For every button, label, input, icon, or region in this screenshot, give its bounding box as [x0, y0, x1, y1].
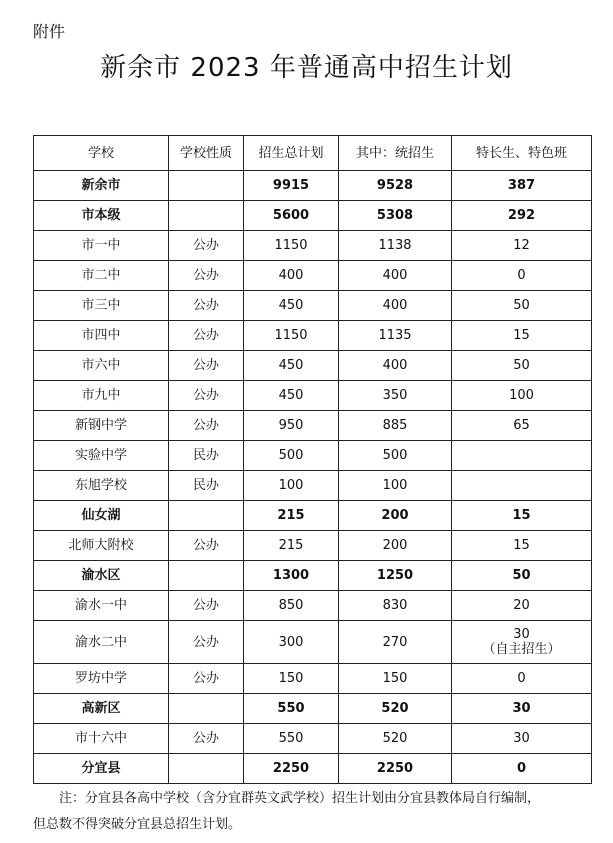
table-row	[34, 754, 592, 784]
unified-enrollment	[339, 171, 452, 201]
school-name-text: 渝水一中	[74, 598, 127, 613]
total-plan	[244, 724, 339, 754]
total-plan-text: 450	[278, 388, 304, 403]
school-name-text: 仙女湖	[81, 508, 121, 523]
school-type	[169, 591, 244, 621]
school-name-text: 新余市	[81, 178, 121, 193]
school-name	[34, 381, 169, 411]
school-type-text: 民办	[192, 478, 219, 493]
school-type-text: 民办	[192, 448, 219, 463]
header-unified: 其中：统招生	[339, 136, 452, 171]
school-type	[169, 694, 244, 724]
total-plan	[244, 471, 339, 501]
school-name-text: 市六中	[81, 358, 121, 373]
school-name-text: 市本级	[81, 208, 121, 223]
total-plan-text: 100	[278, 478, 304, 493]
school-type	[169, 201, 244, 231]
school-name-text: 渝水二中	[74, 634, 127, 650]
school-type-text: 公办	[192, 358, 219, 373]
special-enrollment	[452, 231, 592, 261]
school-name	[34, 351, 169, 381]
special-enrollment	[452, 561, 592, 591]
special-enrollment-text: 387	[507, 178, 536, 193]
unified-enrollment-text: 270	[382, 634, 408, 650]
table-row	[34, 724, 592, 754]
special-enrollment	[452, 411, 592, 441]
unified-enrollment	[339, 694, 452, 724]
school-name	[34, 754, 169, 784]
school-type	[169, 531, 244, 561]
school-name	[34, 171, 169, 201]
unified-enrollment	[339, 201, 452, 231]
footnote-line-2: 但总数不得突破分宜县总招生计划。	[33, 817, 242, 832]
total-plan	[244, 441, 339, 471]
table-row	[34, 441, 592, 471]
unified-enrollment	[339, 231, 452, 261]
total-plan-text: 215	[278, 538, 304, 553]
school-name-text: 北师大附校	[68, 538, 134, 553]
school-type	[169, 501, 244, 531]
footnote-line-1: 注：分宜县各高中学校（含分宜群英文武学校）招生计划由分宜县教体局自行编制，	[59, 791, 541, 806]
school-name-text: 市九中	[81, 388, 121, 403]
unified-enrollment-text: 1135	[378, 328, 412, 343]
total-plan	[244, 351, 339, 381]
special-enrollment	[452, 471, 592, 501]
total-plan-text: 1150	[274, 328, 308, 343]
total-plan-text: 850	[278, 598, 304, 613]
special-enrollment	[452, 621, 592, 664]
special-enrollment	[452, 501, 592, 531]
unified-enrollment	[339, 291, 452, 321]
table-row	[34, 291, 592, 321]
school-type	[169, 171, 244, 201]
school-name	[34, 291, 169, 321]
unified-enrollment	[339, 351, 452, 381]
total-plan-text: 2250	[272, 761, 310, 776]
unified-enrollment-text: 400	[382, 358, 408, 373]
special-enrollment-text: 100	[509, 388, 534, 403]
total-plan-text: 550	[278, 731, 304, 746]
school-name	[34, 411, 169, 441]
unified-enrollment-text: 9528	[376, 178, 414, 193]
school-type-text: 公办	[192, 538, 219, 553]
table-row	[34, 171, 592, 201]
special-enrollment	[452, 724, 592, 754]
total-plan	[244, 561, 339, 591]
special-enrollment	[452, 291, 592, 321]
unified-enrollment-text: 520	[381, 701, 409, 716]
special-enrollment-text: 12	[513, 238, 530, 253]
school-name	[34, 471, 169, 501]
unified-enrollment	[339, 381, 452, 411]
school-name	[34, 531, 169, 561]
unified-enrollment-text: 2250	[376, 761, 414, 776]
school-name-text: 市三中	[81, 298, 121, 313]
school-name	[34, 201, 169, 231]
page-title: 新余市 2023 年普通高中招生计划	[100, 53, 513, 83]
special-enrollment	[452, 261, 592, 291]
school-type-text: 公办	[192, 731, 219, 746]
table-row	[34, 561, 592, 591]
special-enrollment	[452, 351, 592, 381]
school-type	[169, 441, 244, 471]
table-row	[34, 351, 592, 381]
header-school: 学校	[34, 136, 169, 171]
special-enrollment	[452, 201, 592, 231]
school-type-text: 公办	[192, 598, 219, 613]
school-name	[34, 694, 169, 724]
table-row	[34, 411, 592, 441]
school-name	[34, 231, 169, 261]
school-name-text: 罗坊中学	[74, 671, 127, 686]
school-type-text: 公办	[192, 634, 219, 650]
school-name-text: 市四中	[81, 328, 121, 343]
total-plan	[244, 531, 339, 561]
unified-enrollment-text: 830	[382, 598, 408, 613]
unified-enrollment-text: 885	[382, 418, 408, 433]
unified-enrollment	[339, 621, 452, 664]
school-name	[34, 664, 169, 694]
attachment-label: 附件	[33, 22, 66, 41]
school-type	[169, 231, 244, 261]
unified-enrollment-text: 400	[382, 298, 408, 313]
school-name-text: 渝水区	[81, 568, 121, 583]
unified-enrollment	[339, 591, 452, 621]
unified-enrollment-text: 100	[382, 478, 408, 493]
school-name	[34, 724, 169, 754]
total-plan	[244, 754, 339, 784]
school-type	[169, 664, 244, 694]
school-name	[34, 321, 169, 351]
special-enrollment-text: 50	[513, 298, 530, 313]
unified-enrollment-text: 400	[382, 268, 408, 283]
total-plan-text: 450	[278, 298, 304, 313]
unified-enrollment-text: 200	[382, 538, 408, 553]
total-plan-text: 300	[278, 634, 304, 650]
unified-enrollment-text: 350	[382, 388, 408, 403]
total-plan	[244, 321, 339, 351]
table-row	[34, 261, 592, 291]
special-enrollment	[452, 591, 592, 621]
school-type	[169, 411, 244, 441]
total-plan	[244, 621, 339, 664]
school-name-text: 市二中	[81, 268, 121, 283]
school-type-text: 公办	[192, 328, 219, 343]
special-enrollment-text: 292	[507, 208, 536, 223]
table-row	[34, 501, 592, 531]
school-type	[169, 471, 244, 501]
school-name	[34, 591, 169, 621]
special-enrollment-text: 15	[512, 508, 531, 523]
unified-enrollment	[339, 561, 452, 591]
content-area	[33, 135, 593, 838]
special-enrollment	[452, 441, 592, 471]
total-plan	[244, 171, 339, 201]
table-row	[34, 531, 592, 561]
header-special: 特长生、特色班	[452, 136, 592, 171]
school-type-text: 公办	[192, 238, 219, 253]
unified-enrollment	[339, 471, 452, 501]
school-type	[169, 291, 244, 321]
total-plan	[244, 501, 339, 531]
table-row	[34, 621, 592, 664]
school-type	[169, 621, 244, 664]
special-enrollment-text: 0	[517, 268, 526, 283]
school-type	[169, 754, 244, 784]
special-enrollment-text: 65	[513, 418, 530, 433]
total-plan	[244, 664, 339, 694]
enrollment-plan-table	[33, 135, 592, 784]
special-enrollment-text: 20	[513, 598, 530, 613]
school-name-text: 市十六中	[74, 731, 127, 746]
school-name-text: 分宜县	[81, 761, 121, 776]
total-plan-text: 400	[278, 268, 304, 283]
school-type	[169, 561, 244, 591]
total-plan-text: 9915	[272, 178, 310, 193]
school-name-text: 新钢中学	[74, 418, 127, 433]
school-type	[169, 381, 244, 411]
school-type-text: 公办	[192, 268, 219, 283]
table-header-row	[34, 136, 592, 171]
special-note: （自主招生）	[482, 642, 561, 657]
school-type	[169, 321, 244, 351]
table-row	[34, 201, 592, 231]
school-type	[169, 351, 244, 381]
total-plan	[244, 591, 339, 621]
special-enrollment	[452, 321, 592, 351]
school-type	[169, 724, 244, 754]
total-plan-text: 215	[277, 508, 305, 523]
school-name	[34, 621, 169, 664]
school-name-text: 市一中	[81, 238, 121, 253]
table-row	[34, 471, 592, 501]
unified-enrollment	[339, 501, 452, 531]
total-plan	[244, 261, 339, 291]
total-plan-text: 1150	[274, 238, 308, 253]
total-plan	[244, 381, 339, 411]
total-plan-text: 5600	[272, 208, 310, 223]
total-plan	[244, 694, 339, 724]
special-enrollment-text: 30	[512, 701, 531, 716]
school-name-text: 东旭学校	[74, 478, 127, 493]
unified-enrollment-text: 5308	[376, 208, 414, 223]
total-plan-text: 950	[278, 418, 304, 433]
total-plan-text: 550	[277, 701, 305, 716]
school-type-text: 公办	[192, 671, 219, 686]
unified-enrollment	[339, 754, 452, 784]
table-row	[34, 591, 592, 621]
header-school-type: 学校性质	[169, 136, 244, 171]
school-type-text: 公办	[192, 298, 219, 313]
total-plan-text: 1300	[272, 568, 310, 583]
school-type-text: 公办	[192, 388, 219, 403]
table-row	[34, 694, 592, 724]
unified-enrollment-text: 520	[382, 731, 408, 746]
total-plan-text: 500	[278, 448, 304, 463]
school-name	[34, 441, 169, 471]
total-plan	[244, 291, 339, 321]
unified-enrollment-text: 1250	[376, 568, 414, 583]
school-type	[169, 261, 244, 291]
table-row	[34, 231, 592, 261]
total-plan	[244, 231, 339, 261]
unified-enrollment	[339, 411, 452, 441]
unified-enrollment-text: 200	[381, 508, 409, 523]
unified-enrollment	[339, 664, 452, 694]
special-enrollment-text: 15	[513, 328, 530, 343]
unified-enrollment	[339, 724, 452, 754]
special-enrollment	[452, 664, 592, 694]
footnote	[33, 786, 593, 838]
special-enrollment-text: 30	[513, 731, 530, 746]
special-enrollment-text: 15	[513, 538, 530, 553]
table-row	[34, 664, 592, 694]
unified-enrollment	[339, 261, 452, 291]
unified-enrollment-text: 1138	[378, 238, 412, 253]
special-enrollment	[452, 531, 592, 561]
special-enrollment-text: 0	[517, 671, 526, 686]
special-enrollment	[452, 694, 592, 724]
total-plan	[244, 201, 339, 231]
special-enrollment	[452, 171, 592, 201]
school-name-text: 高新区	[81, 701, 121, 716]
total-plan-text: 150	[278, 671, 304, 686]
special-enrollment	[452, 754, 592, 784]
table-row	[34, 321, 592, 351]
school-name-text: 实验中学	[74, 448, 127, 463]
special-enrollment-text: 0	[516, 761, 527, 776]
header-total-plan: 招生总计划	[244, 136, 339, 171]
unified-enrollment	[339, 441, 452, 471]
school-type-text: 公办	[192, 418, 219, 433]
special-enrollment-text: 30	[513, 627, 530, 642]
total-plan-text: 450	[278, 358, 304, 373]
school-name	[34, 261, 169, 291]
unified-enrollment-text: 500	[382, 448, 408, 463]
unified-enrollment-text: 150	[382, 671, 408, 686]
unified-enrollment	[339, 321, 452, 351]
table-row	[34, 381, 592, 411]
special-enrollment	[452, 381, 592, 411]
special-enrollment-text: 50	[513, 358, 530, 373]
school-name	[34, 561, 169, 591]
special-enrollment-text: 50	[512, 568, 531, 583]
total-plan	[244, 411, 339, 441]
school-name	[34, 501, 169, 531]
unified-enrollment	[339, 531, 452, 561]
